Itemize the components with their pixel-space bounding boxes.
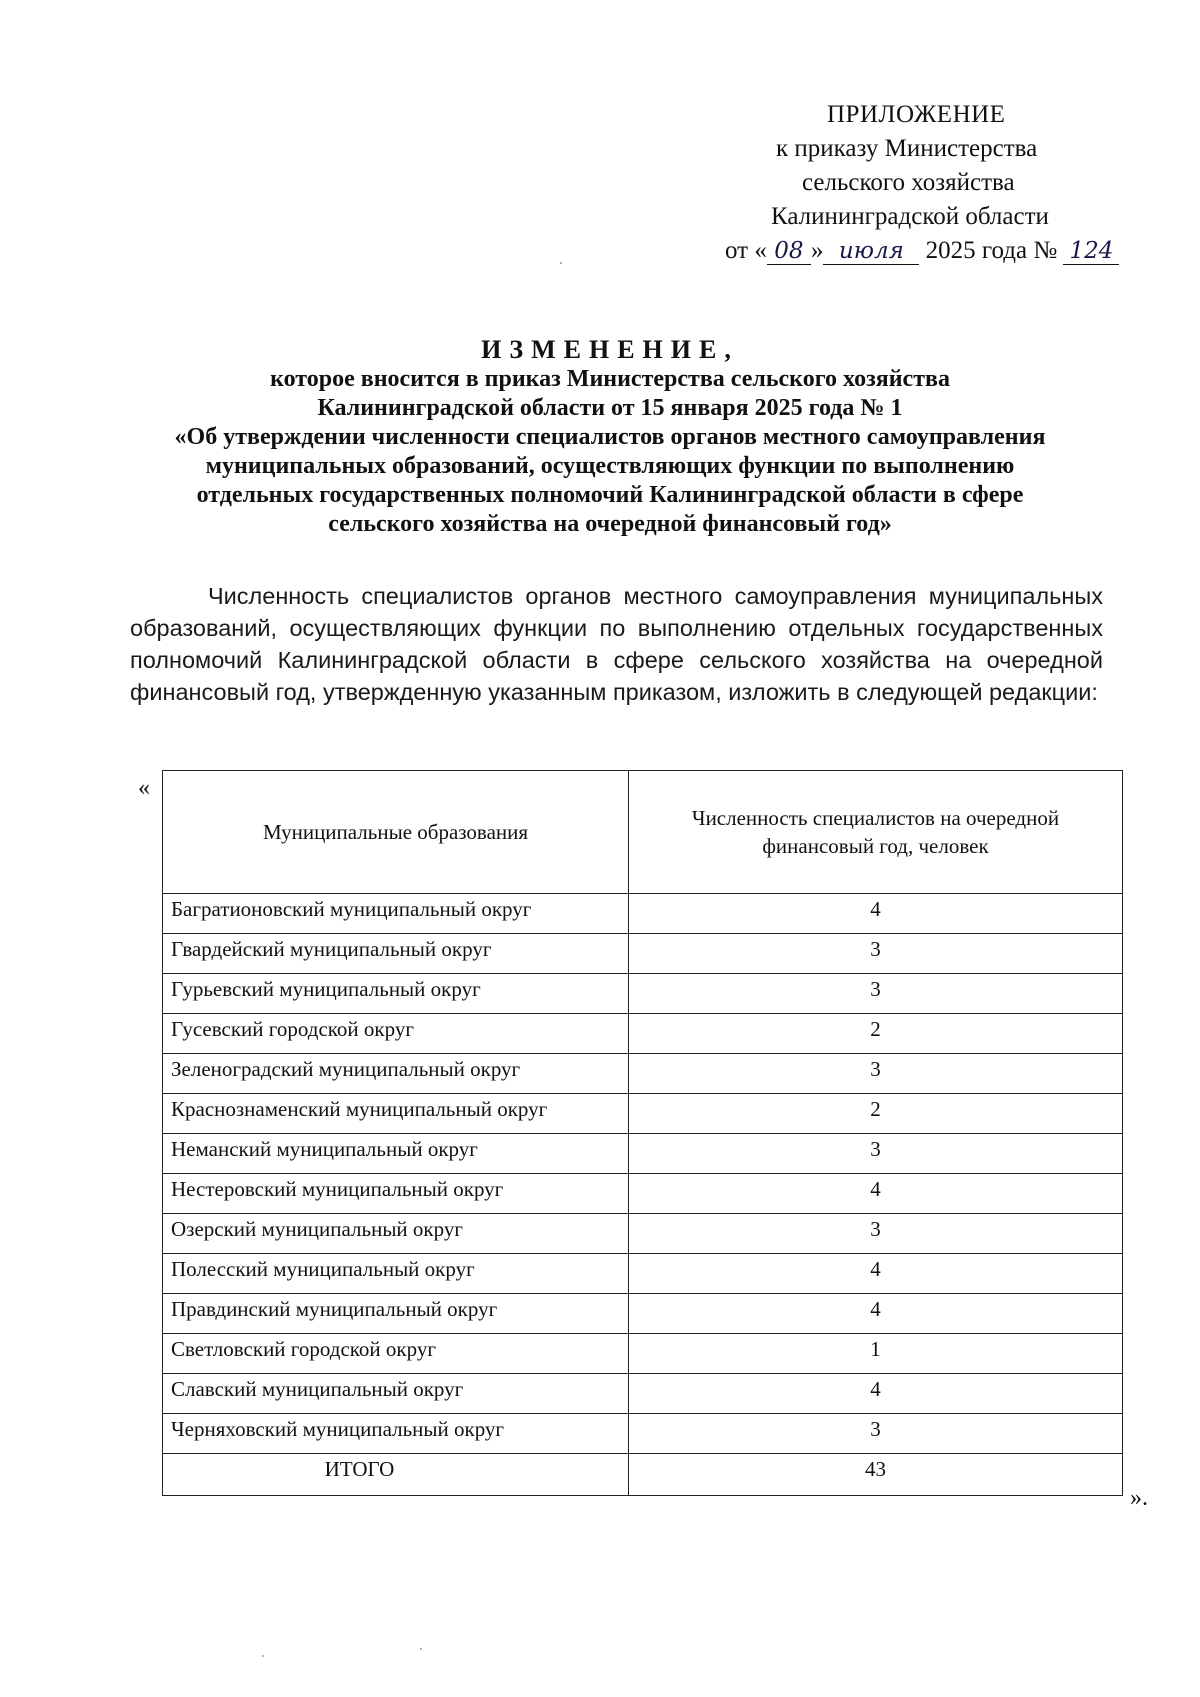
table-row xyxy=(163,1374,1123,1414)
specialists-count-cell: 3 xyxy=(629,1414,1123,1454)
scan-speck xyxy=(560,262,562,264)
table-row xyxy=(163,1414,1123,1454)
date-year: 2025 года № xyxy=(925,237,1058,264)
municipality-name-cell: Светловский городской округ xyxy=(163,1334,629,1374)
specialists-count-cell: 4 xyxy=(629,1174,1123,1214)
municipality-name-cell: Гвардейский муниципальный округ xyxy=(163,934,629,974)
table-row xyxy=(163,1174,1123,1214)
specialists-count-cell: 1 xyxy=(629,1334,1123,1374)
table-row xyxy=(163,894,1123,934)
appendix-stamp xyxy=(690,98,1114,268)
specialists-table xyxy=(162,770,1123,1496)
appendix-line: Калининградской области xyxy=(771,203,1049,230)
table-row xyxy=(163,1294,1123,1334)
specialists-count-cell: 2 xyxy=(629,1094,1123,1134)
title-heading: ИЗМЕНЕНИЕ, xyxy=(481,335,739,364)
table-row xyxy=(163,934,1123,974)
table-row xyxy=(163,1334,1123,1374)
opening-quote: « xyxy=(138,775,150,801)
table-row xyxy=(163,1094,1123,1134)
table-row xyxy=(163,1054,1123,1094)
table-total-row xyxy=(163,1454,1123,1496)
municipality-name-cell: Черняховский муниципальный округ xyxy=(163,1414,629,1454)
title-line: сельского хозяйства на очередной финансовый год» xyxy=(328,511,892,537)
municipality-name-cell: Зеленоградский муниципальный округ xyxy=(163,1054,629,1094)
specialists-count-cell: 4 xyxy=(629,894,1123,934)
total-label-cell: ИТОГО xyxy=(163,1454,629,1496)
total-value-cell: 43 xyxy=(629,1454,1123,1496)
document-title xyxy=(110,335,1110,539)
appendix-line: сельского хозяйства xyxy=(802,169,1015,196)
municipality-name-cell: Неманский муниципальный округ xyxy=(163,1134,629,1174)
title-line: отдельных государственных полномочий Калининградской области в сфере xyxy=(196,482,1024,508)
handwritten-month: июля xyxy=(823,238,919,265)
header-municipalities: Муниципальные образования xyxy=(163,771,629,894)
title-line: муниципальных образований, осуществляющих функции по выполнению xyxy=(205,453,1015,479)
municipality-name-cell: Правдинский муниципальный округ xyxy=(163,1294,629,1334)
appendix-line: к приказу Министерства xyxy=(776,135,1038,162)
municipality-name-cell: Полесский муниципальный округ xyxy=(163,1254,629,1294)
title-line: «Об утверждении численности специалистов органов местного самоуправления xyxy=(174,424,1046,450)
title-line: которое вносится в приказ Министерства сельского хозяйства xyxy=(270,366,950,392)
specialists-count-cell: 3 xyxy=(629,1054,1123,1094)
municipality-name-cell: Гурьевский муниципальный округ xyxy=(163,974,629,1014)
specialists-count-cell: 4 xyxy=(629,1254,1123,1294)
handwritten-day: 08 xyxy=(767,238,811,265)
body-paragraph: Численность специалистов органов местного самоуправления муниципальных образований, осуществляющих функции по выполнению отдельных государственных полномочий Калининградской области в сфере сельского хозяйства на очередной финансовый год, утвержденную указанным приказом, изложить в следующей редакции: xyxy=(130,583,1103,705)
scan-speck xyxy=(262,1655,264,1657)
municipality-name-cell: Озерский муниципальный округ xyxy=(163,1214,629,1254)
table-row xyxy=(163,1014,1123,1054)
scan-speck xyxy=(420,1648,422,1650)
date-separator: » xyxy=(810,237,824,264)
municipality-name-cell: Славский муниципальный округ xyxy=(163,1374,629,1414)
appendix-title: ПРИЛОЖЕНИЕ xyxy=(827,101,1006,128)
table-row xyxy=(163,1214,1123,1254)
specialists-count-cell: 3 xyxy=(629,1214,1123,1254)
table-header-row xyxy=(163,771,1123,894)
municipality-name-cell: Гусевский городской округ xyxy=(163,1014,629,1054)
closing-quote: ». xyxy=(1130,1485,1148,1511)
table-row xyxy=(163,974,1123,1014)
specialists-count-cell: 3 xyxy=(629,934,1123,974)
appendix-date-line xyxy=(690,234,1114,268)
specialists-count-cell: 4 xyxy=(629,1374,1123,1414)
title-line: Калининградской области от 15 января 2025 года № 1 xyxy=(317,395,903,421)
header-specialists-count: Численность специалистов на очередной финансовый год, человек xyxy=(629,771,1123,894)
table-row xyxy=(163,1134,1123,1174)
table-body xyxy=(163,894,1123,1496)
specialists-count-cell: 3 xyxy=(629,974,1123,1014)
specialists-count-cell: 4 xyxy=(629,1294,1123,1334)
municipality-name-cell: Багратионовский муниципальный округ xyxy=(163,894,629,934)
specialists-count-cell: 2 xyxy=(629,1014,1123,1054)
municipality-name-cell: Нестеровский муниципальный округ xyxy=(163,1174,629,1214)
municipality-name-cell: Краснознаменский муниципальный округ xyxy=(163,1094,629,1134)
handwritten-order-number: 124 xyxy=(1063,238,1119,265)
table-row xyxy=(163,1254,1123,1294)
date-prefix: от « xyxy=(725,237,767,264)
specialists-count-cell: 3 xyxy=(629,1134,1123,1174)
